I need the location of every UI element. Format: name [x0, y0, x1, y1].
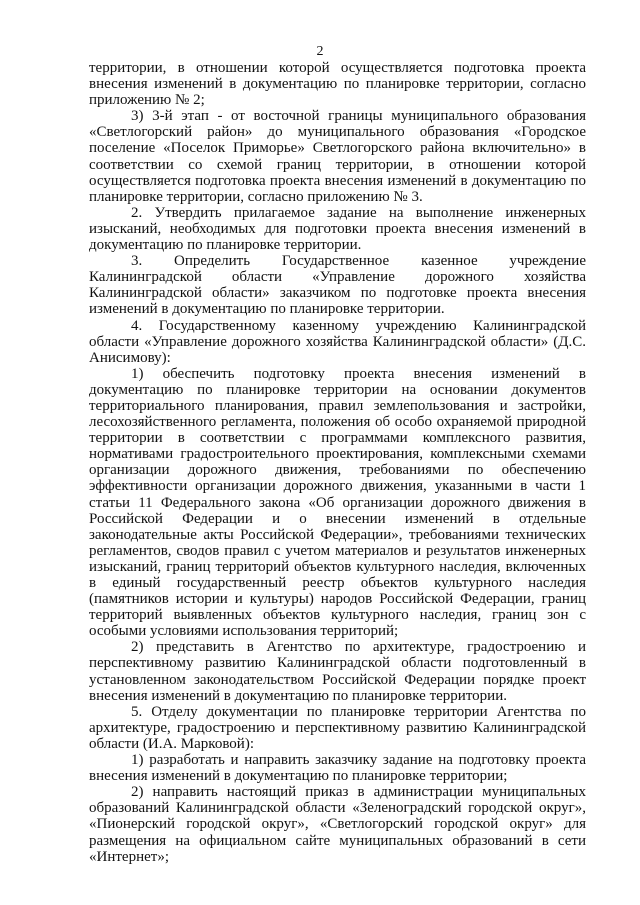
- paragraph-item-4-1: 1) обеспечить подготовку проекта внесения изменений в документацию по планировке территории на основании документов территориального планирования, правил землепользования и застройки, лесохозяйственного регламента, положения об особо охраняемой природной территории в соответствии с программами комплексного развития, нормативами градостроительного проектирования, комплексными схемами организации дорожного движения, требованиями по обеспечению эффективности организации дорожного движения, указанными в части 1 статьи 11 Федерального закона «Об организации дорожного движения в Российской Федерации и о внесении изменений в отдельные законодательные акты Российской Федерации», требованиями технических регламентов, сводов правил с учетом материалов и результатов инженерных изысканий, границ территорий объектов культурного наследия, включенных в единый государственный реестр объектов культурного наследия (памятников истории и культуры) народов Российской Федерации, границ территорий выявленных объектов культурного наследия, границ зон с особыми условиями использования территорий;: [89, 365, 586, 640]
- page-number: 2: [316, 44, 324, 59]
- paragraph-item-3: 3. Определить Государственное казенное учреждение Калининградской области «Управление дорожного хозяйства Калининградской области» заказчиком по подготовке проекта внесения изменений в документацию по планировке территории.: [89, 253, 586, 318]
- paragraph-continuation: территории, в отношении которой осуществляется подготовка проекта внесения изменений в документацию по планировке территории, согласно приложению № 2;: [89, 60, 586, 109]
- paragraph-item-5: 5. Отделу документации по планировке территории Агентства по архитектуре, градостроению и перспективному развитию Калининградской области (И.А. Марковой):: [89, 703, 586, 752]
- paragraph-item-4-2: 2) представить в Агентство по архитектуре, градостроению и перспективному развитию Калининградской области подготовленный в установленном законодательством Российской Федерации порядке проект внесения изменений в документацию по планировке территории.: [89, 639, 586, 704]
- paragraph-item-5-2: 2) направить настоящий приказ в администрации муниципальных образований Калининградской области «Зеленоградский городской округ», «Пионерский городской округ», «Светлогорский городской округ» для размещения на официальном сайте муниципальных образований в сети «Интернет»;: [89, 784, 586, 865]
- paragraph-item-5-1: 1) разработать и направить заказчику задание на подготовку проекта внесения изменений в документацию по планировке территории;: [89, 752, 586, 785]
- paragraph-item-4: 4. Государственному казенному учреждению Калининградской области «Управление дорожного хозяйства Калининградской области» (Д.С. Анисимову):: [89, 317, 586, 366]
- paragraph-stage-3: 3) 3-й этап - от восточной границы муниципального образования «Светлогорский район» до муниципального образования «Городское поселение «Поселок Приморье» Светлогорского района включительно» в соответствии со схемой границ территории, в отношении которой осуществляется подготовка проекта внесения изменений в документацию по планировке территории, согласно приложению № 3.: [89, 108, 586, 205]
- document-body: [89, 60, 586, 865]
- paragraph-item-2: 2. Утвердить прилагаемое задание на выполнение инженерных изысканий, необходимых для подготовки проекта внесения изменений в документацию по планировке территории.: [89, 204, 586, 254]
